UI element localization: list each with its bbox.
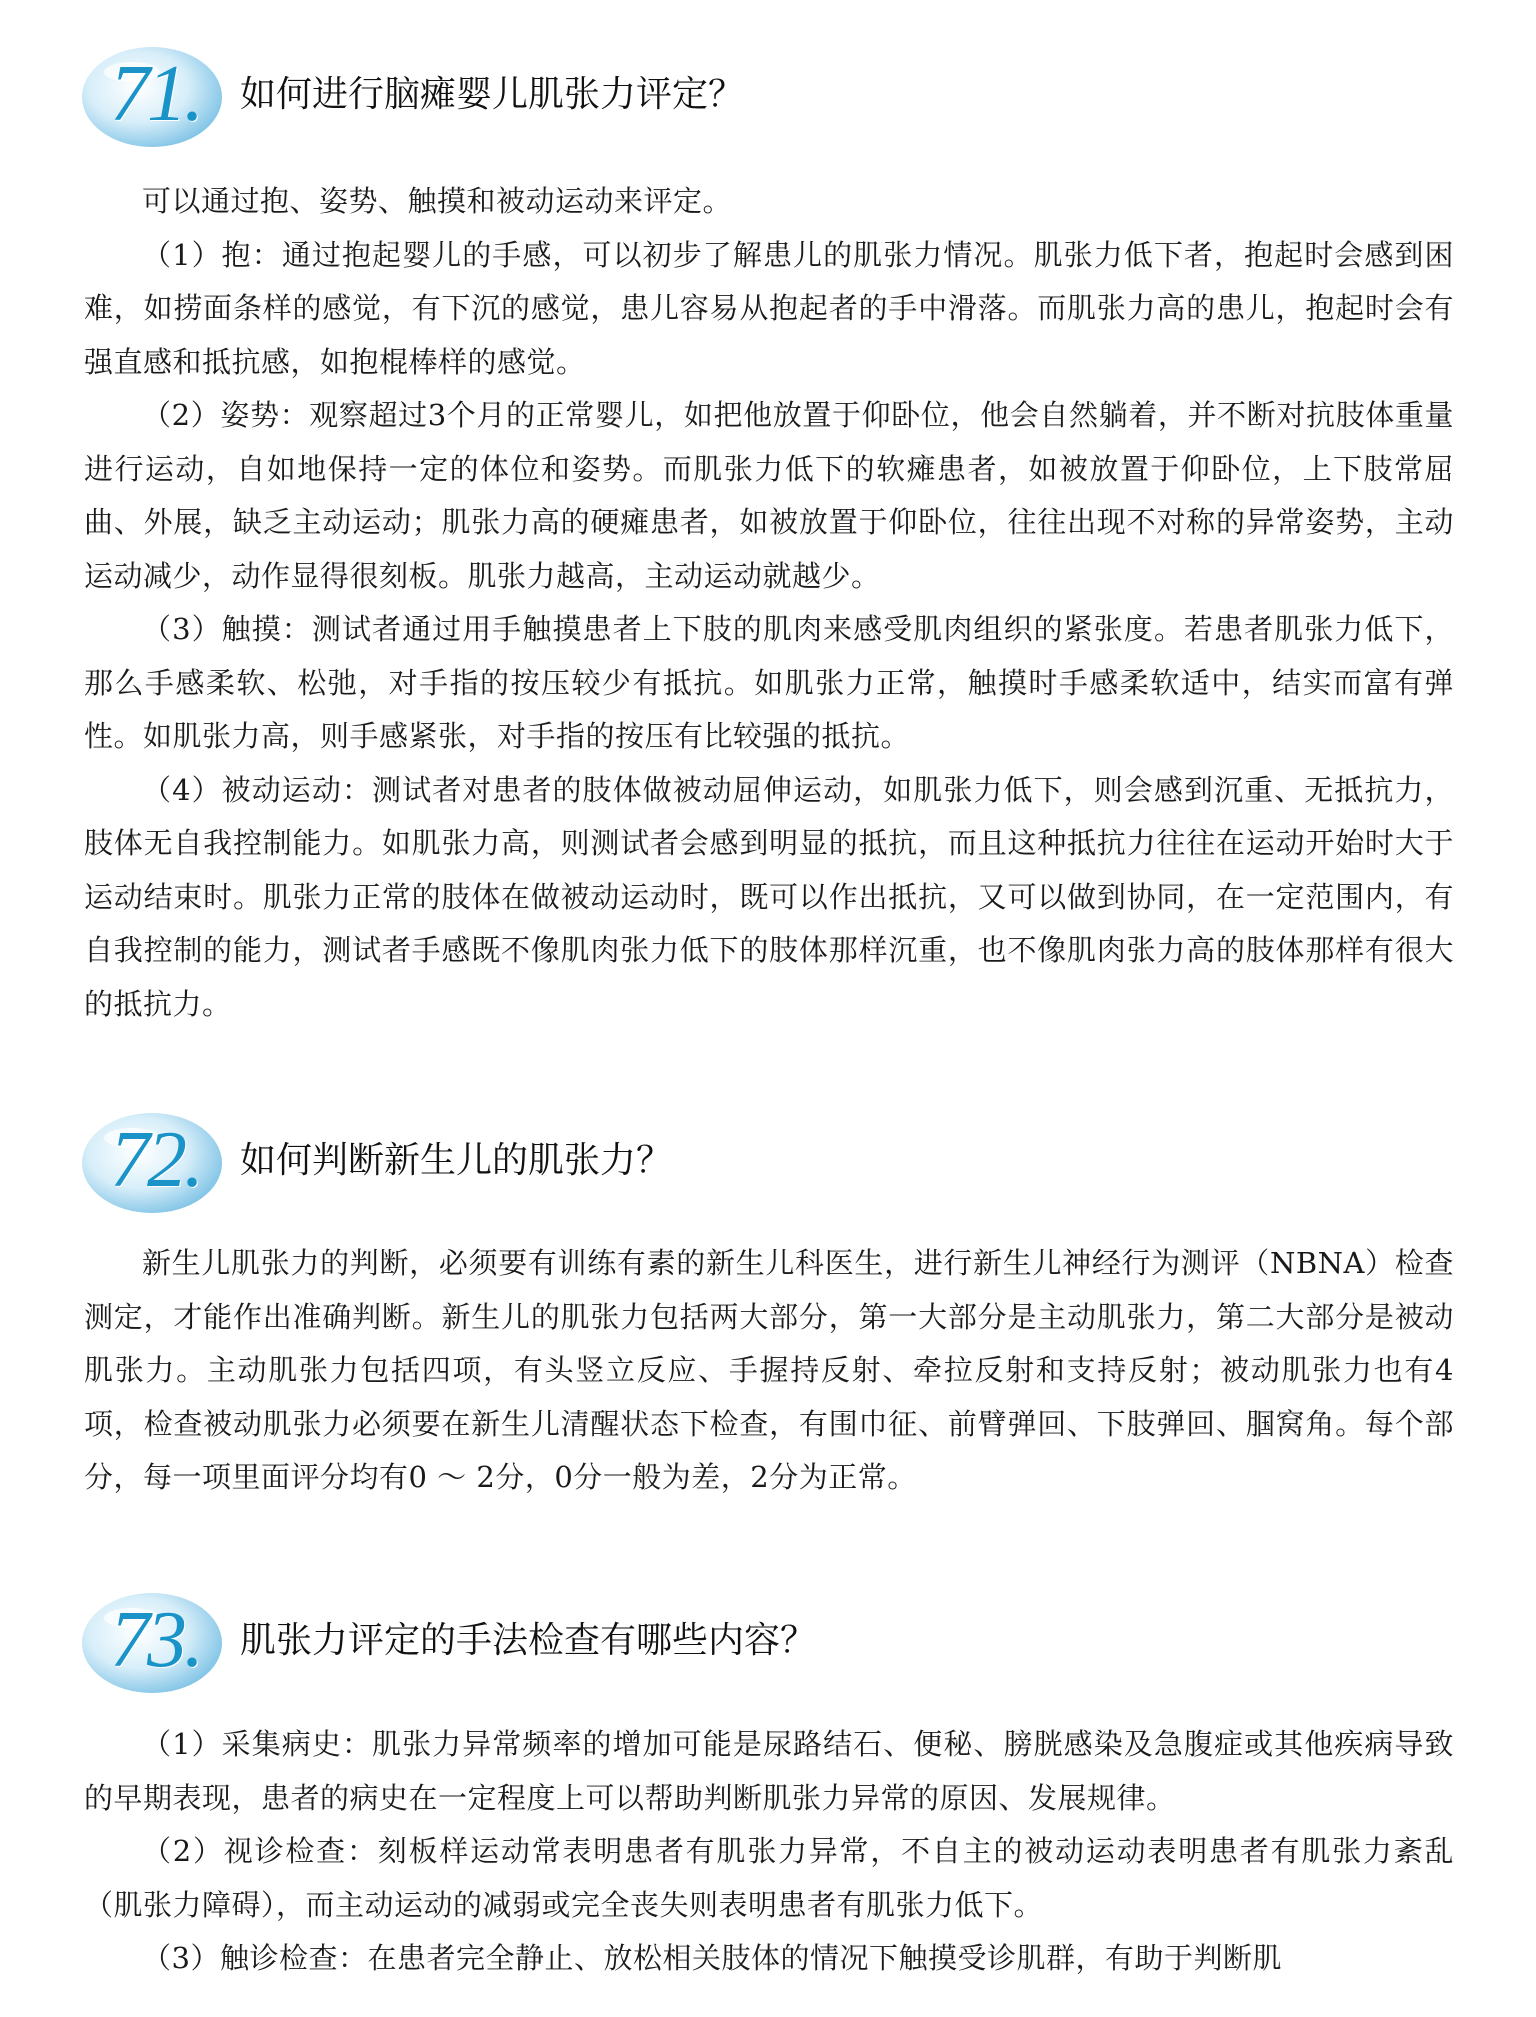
question-title: 肌张力评定的手法检查有哪些内容？ [240, 1620, 817, 1661]
paragraph: 新生儿肌张力的判断，必须要有训练有素的新生儿科医生，进行新生儿神经行为测评（NBNA）检查测定，才能作出准确判断。新生儿的肌张力包括两大部分，第一大部分是主动肌张力，第二大部分是被动肌张力。主动肌张力包括四项，有头竖立反应、手握持反射、牵拉反射和支持反射；被动肌张力也有4项，检查被动肌张力必须要在新生儿清醒状态下检查，有围巾征、前臂弹回、下肢弹回、腘窝角。每个部分，每一项里面评分均有0 ～ 2分，0分一般为差，2分为正常。 [84, 1246, 1454, 1494]
paragraph: （4）被动运动：测试者对患者的肢体做被动屈伸运动，如肌张力低下，则会感到沉重、无抵抗力，肢体无自我控制能力。如肌张力高，则测试者会感到明显的抵抗，而且这种抵抗力往往在运动开始时大于运动结束时。肌张力正常的肢体在做被动运动时，既可以作出抵抗，又可以做到协同，在一定范围内，有自我控制的能力，测试者手感既不像肌肉张力低下的肢体那样沉重，也不像肌肉张力高的肢体那样有很大的抵抗力。 [84, 772, 1454, 1021]
question-number-badge [80, 1108, 230, 1218]
question-number-badge [80, 42, 230, 152]
paragraph: 可以通过抱、姿势、触摸和被动运动来评定。 [142, 184, 733, 218]
question-number-badge [80, 1588, 230, 1698]
paragraph: （2）姿势：观察超过3个月的正常婴儿，如把他放置于仰卧位，他会自然躺着，并不断对抗肢体重量进行运动，自如地保持一定的体位和姿势。而肌张力低下的软瘫患者，如被放置于仰卧位，上下肢常屈曲、外展，缺乏主动运动；肌张力高的硬瘫患者，如被放置于仰卧位，往往出现不对称的异常姿势，主动运动减少，动作显得很刻板。肌张力越高，主动运动就越少。 [84, 398, 1454, 593]
paragraph: （2）视诊检查：刻板样运动常表明患者有肌张力异常，不自主的被动运动表明患者有肌张力紊乱（肌张力障碍），而主动运动的减弱或完全丧失则表明患者有肌张力低下。 [84, 1834, 1454, 1922]
answer-body-72 [84, 1237, 1454, 1505]
question-header-73 [80, 1588, 1480, 1708]
question-header-72 [80, 1108, 1480, 1228]
answer-body-73 [84, 1718, 1454, 1986]
question-number: 73. [110, 1596, 201, 1684]
question-title: 如何进行脑瘫婴儿肌张力评定？ [240, 74, 745, 115]
paragraph: （1）采集病史：肌张力异常频率的增加可能是尿路结石、便秘、膀胱感染及急腹症或其他疾病导致的早期表现，患者的病史在一定程度上可以帮助判断肌张力异常的原因、发展规律。 [84, 1727, 1454, 1815]
paragraph: （3）触摸：测试者通过用手触摸患者上下肢的肌肉来感受肌肉组织的紧张度。若患者肌张力低下，那么手感柔软、松弛，对手指的按压较少有抵抗。如肌张力正常，触摸时手感柔软适中，结实而富有弹性。如肌张力高，则手感紧张，对手指的按压有比较强的抵抗。 [84, 612, 1454, 753]
paragraph: （1）抱：通过抱起婴儿的手感，可以初步了解患儿的肌张力情况。肌张力低下者，抱起时会感到困难，如捞面条样的感觉，有下沉的感觉，患儿容易从抱起者的手中滑落。而肌张力高的患儿，抱起时会有强直感和抵抗感，如抱棍棒样的感觉。 [84, 237, 1454, 379]
paragraph: （3）触诊检查：在患者完全静止、放松相关肢体的情况下触摸受诊肌群，有助于判断肌 [142, 1941, 1282, 1975]
answer-body-71 [84, 175, 1454, 1031]
question-number: 72. [110, 1116, 201, 1204]
question-number: 71. [110, 50, 201, 138]
question-title: 如何判断新生儿的肌张力？ [240, 1140, 673, 1181]
question-header-71 [80, 42, 1480, 162]
